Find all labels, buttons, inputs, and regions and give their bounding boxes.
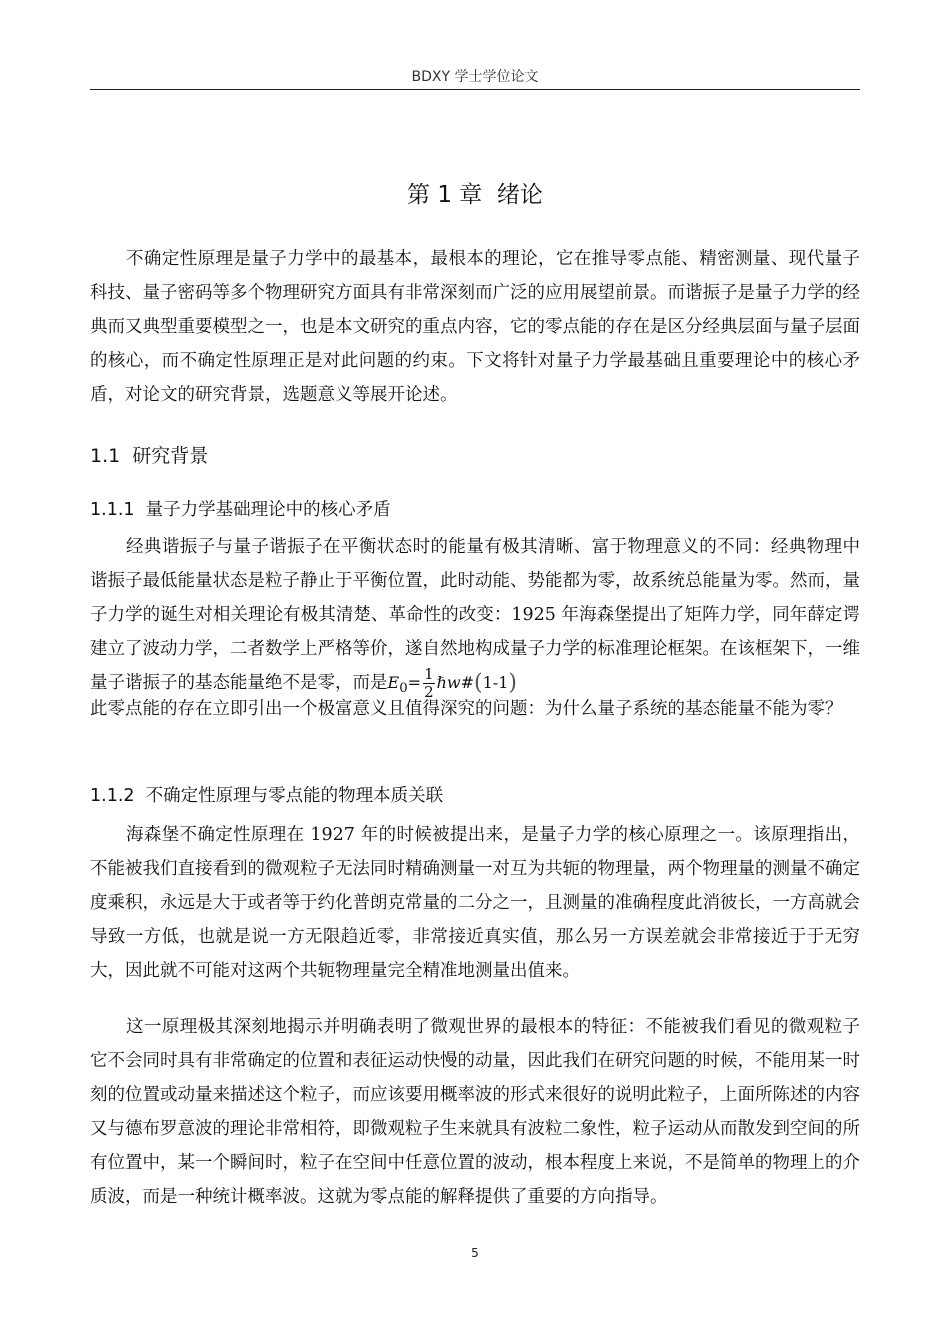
paragraph-classical-vs-quantum	[90, 530, 860, 701]
page-number: 5	[471, 1246, 479, 1260]
formula-subscript: 0	[399, 681, 408, 697]
intro-paragraph: 不确定性原理是量子力学中的最基本，最根本的理论，它在推导零点能、精密测量、现代量子科技、量子密码等多个物理研究方面具有非常深刻而广泛的应用展望前景。而谐振子是量子力学的经典而又典型重要模型之一，也是本文研究的重点内容，它的零点能的存在是区分经典层面与量子层面的核心，而不确定性原理正是对此问题的约束。下文将针对量子力学最基础且重要理论中的核心矛盾，对论文的研究背景，选题意义等展开论述。	[90, 249, 860, 405]
chapter-title: 第 1 章 绪论	[407, 182, 543, 208]
formula-energy-symbol: E	[387, 673, 400, 692]
formula-ref-mark: #	[460, 673, 475, 692]
section-heading-1-1: 1.1 研究背景	[90, 445, 209, 467]
header-divider	[90, 89, 860, 90]
section-heading-1-1-1: 1.1.1 量子力学基础理论中的核心矛盾	[90, 500, 391, 520]
equation-number: 1-1	[482, 673, 509, 692]
paragraph-uncertainty-principle: 海森堡不确定性原理在 1927 年的时候被提出来，是量子力学的核心原理之一。该原理指出，不能被我们直接看到的微观粒子无法同时精确测量一对互为共轭的物理量，两个物理量的测量不确定度乘积，永远是大于或者等于约化普朗克常量的二分之一，且测量的准确程度此消彼长，一方高就会导致一方低，也就是说一方无限趋近零，非常接近真实值，那么另一方误差就会非常接近于于无穷大，因此就不可能对这两个共轭物理量完全精准地测量出值来。	[90, 825, 860, 981]
running-header: BDXY 学士学位论文	[411, 69, 539, 85]
fraction-numerator: 1	[424, 665, 434, 683]
section-heading-1-1-2: 1.1.2 不确定性原理与零点能的物理本质关联	[90, 786, 444, 806]
paragraph-zero-point-question: 此零点能的存在立即引出一个极富意义且值得深究的问题：为什么量子系统的基态能量不能为零？	[90, 699, 843, 719]
formula-hbar-omega: ℏw	[436, 673, 461, 692]
formula-equals: =	[407, 673, 422, 692]
paragraph-wave-particle: 这一原理极其深刻地揭示并明确表明了微观世界的最根本的特征：不能被我们看见的微观粒子它不会同时具有非常确定的位置和表征运动快慢的动量，因此我们在研究问题的时候，不能用某一时刻的位置或动量来描述这个粒子，而应该要用概率波的形式来很好的说明此粒子，上面所陈述的内容又与德布罗意波的理论非常相符，即微观粒子生来就具有波粒二象性，粒子运动从而散发到空间的所有位置中，某一个瞬间时，粒子在空间中任意位置的波动，根本程度上来说，不是简单的物理上的介质波，而是一种统计概率波。这就为零点能的解释提供了重要的方向指导。	[90, 1017, 860, 1207]
formula-left-paren: (	[474, 670, 483, 696]
paragraph-text: 经典谐振子与量子谐振子在平衡状态时的能量有极其清晰、富于物理意义的不同：经典物理中谐振子最低能量状态是粒子静止于平衡位置，此时动能、势能都为零，故系统总能量为零。然而，量子力学的诞生对相关理论有极其清楚、革命性的改变：1925 年海森堡提出了矩阵力学，同年薛定谔建立了波动力学，二者数学上严格等价，遂自然地构成量子力学的标准理论框架。在该框架下，一维量子谐振子的基态能量绝不是零，而是	[90, 537, 860, 693]
fraction-denominator: 2	[424, 683, 434, 701]
formula-right-paren: )	[508, 670, 517, 696]
